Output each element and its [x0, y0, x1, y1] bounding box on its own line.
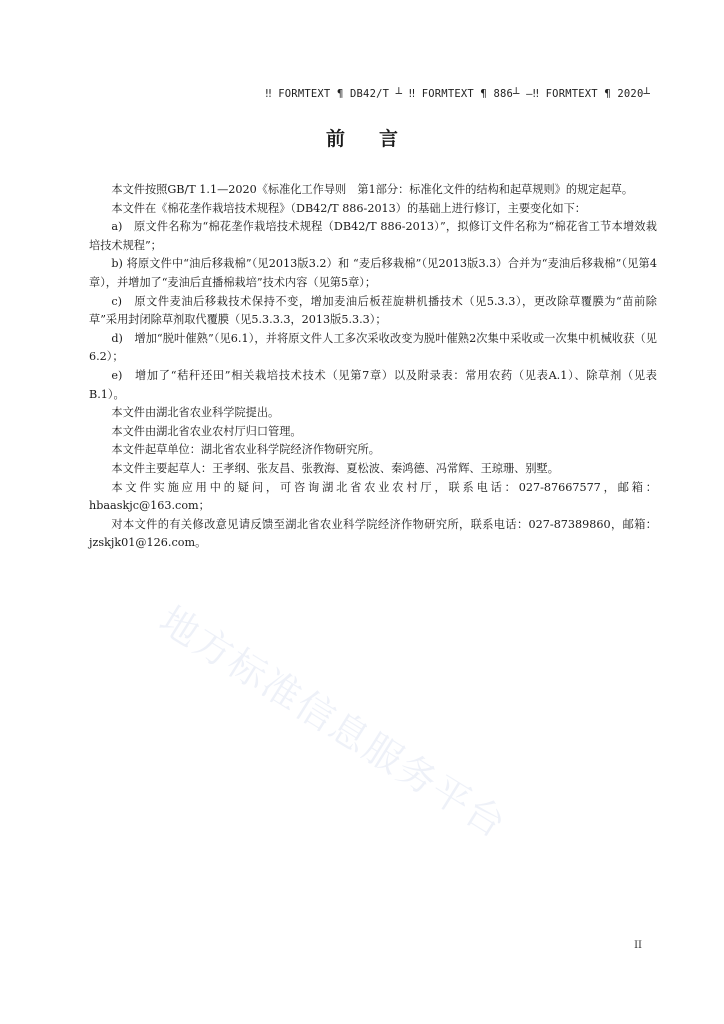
paragraph-drafting-basis: 本文件按照GB/T 1.1—2020《标准化工作导则 第1部分：标准化文件的结构和起草规则》的规定起草。 [111, 183, 634, 196]
page-number: II [634, 940, 642, 951]
paragraph-proposer: 本文件由湖北省农业科学院提出。 [111, 406, 280, 420]
watermark: 地方标准信息服务平台 [151, 597, 515, 847]
page-title: 前言 [325, 128, 432, 150]
paragraph-drafters: 本文件主要起草人：王孝纲、张友昌、张教海、夏松波、秦鸿德、冯常辉、王琼珊、别墅。 [111, 461, 559, 475]
paragraph-change-d: d) 增加“脱叶催熟”（见6.1），并将原文件人工多次采收改变为脱叶催熟2次集中采收或一次集中机械收获（见6.2）； [89, 331, 657, 364]
paragraph-change-b: b) 将原文件中“油后移栽棉”（见2013版3.2）和 “麦后移栽棉”（见2013版3.3）合并为“麦油后移栽棉”（见第4章），并增加了“麦油后直播棉栽培”技术内容（见第5章）； [89, 257, 657, 289]
paragraph-administrator: 本文件由湖北省农业农村厅归口管理。 [111, 424, 302, 438]
paragraph-change-a: a) 原文件名称为“棉花垄作栽培技术规程（DB42/T 886-2013）”，拟修订文件名称为“棉花省工节本增效栽培技术规程”； [89, 220, 657, 252]
standard-code-header: ‼ FORMTEXT ¶ DB42/T ┴ ‼ FORMTEXT ¶ 886┴ —‼ FORMTEXT ¶ 2020┴ [265, 88, 650, 100]
paragraph-change-e: e) 增加了“秸秆还田”相关栽培技术技术（见第7章）以及附录表：常用农药（见表A.1）、除草剂（见表B.1）。 [89, 368, 657, 401]
paragraph-feedback-contact: 对本文件的有关修改意见请反馈至湖北省农业科学院经济作物研究所，联系电话：027-87389860，邮箱：jzskjk01@126.com。 [89, 517, 657, 550]
paragraph-change-c: c) 原文件麦油后移栽技术保持不变，增加麦油后板茬旋耕机播技术（见5.3.3），更改除草覆膜为“苗前除草”采用封闭除草剂取代覆膜（见5.3.3.3，2013版5.3.3）； [89, 294, 657, 327]
paragraph-revision-intro: 本文件在《棉花垄作栽培技术规程》（DB42/T 886-2013）的基础上进行修订，主要变化如下： [111, 201, 586, 215]
paragraph-inquiry-contact: 本文件实施应用中的疑问，可咨询湖北省农业农村厅，联系电话：027-87667577，邮箱：hbaaskjc@163.com； [89, 480, 657, 513]
foreword-body [89, 181, 657, 553]
paragraph-drafting-unit: 本文件起草单位：湖北省农业科学院经济作物研究所。 [111, 443, 380, 457]
